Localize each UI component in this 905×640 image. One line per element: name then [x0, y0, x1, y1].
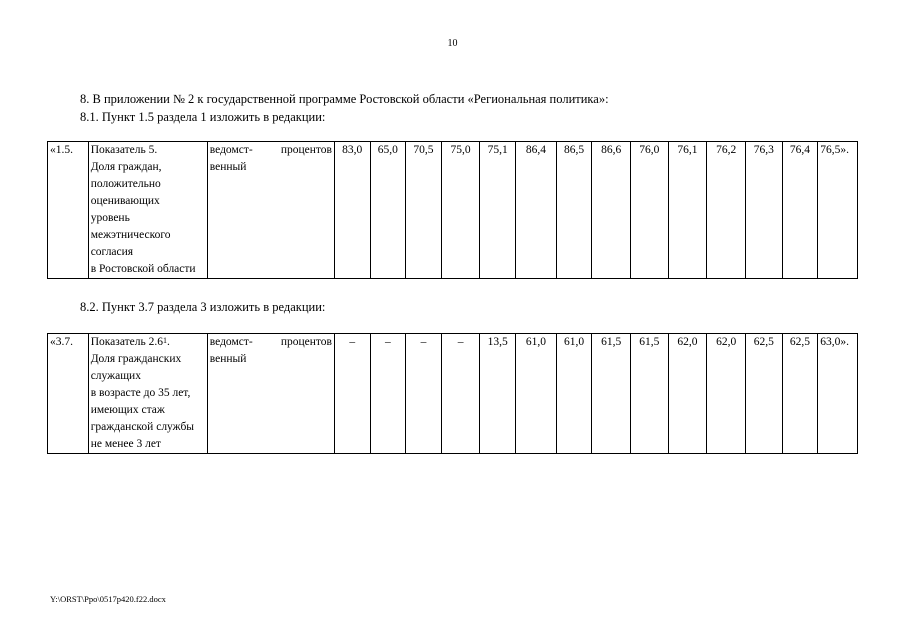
indicator-name-line: оценивающих — [90, 195, 160, 207]
indicator-name-line: Доля гражданских — [90, 353, 182, 365]
table-row — [48, 334, 858, 454]
value-cell: – — [370, 334, 406, 454]
source-and-unit — [207, 142, 334, 279]
indicator-name-line: в Ростовской области — [90, 263, 196, 275]
value-cell: 76,3 — [745, 142, 782, 279]
indicator-name-line: Показатель 5. — [90, 144, 158, 156]
indicator-name-line: служащих — [90, 370, 141, 382]
indicator-name-line: не менее 3 лет — [90, 438, 161, 450]
value-cell: 76,4 — [782, 142, 818, 279]
value-cell: 65,0 — [370, 142, 406, 279]
indicator-name-line: уровень — [90, 212, 130, 224]
source-line: венный — [209, 353, 247, 365]
file-path-footer: Y:\ORST\Ppo\0517p420.f22.docx — [50, 594, 166, 604]
indicator-title-end: . — [167, 336, 170, 348]
item-number: «3.7. — [48, 334, 89, 454]
value-cell: 62,5 — [782, 334, 818, 454]
indicator-name — [88, 142, 207, 279]
value-cell: 62,5 — [745, 334, 782, 454]
paragraph-8: 8. В приложении № 2 к государственной программе Ростовской области «Региональная политика»: — [80, 92, 609, 106]
source-line: венный — [209, 161, 247, 173]
indicator-table-2 — [47, 333, 858, 454]
value-cell: – — [441, 334, 480, 454]
value-cell: 86,6 — [592, 142, 631, 279]
value-cell: 76,2 — [707, 142, 746, 279]
table-row — [48, 142, 858, 279]
value-cell: 61,0 — [516, 334, 557, 454]
value-cell: 76,5». — [818, 142, 858, 279]
value-cell: 75,1 — [480, 142, 516, 279]
indicator-name-line: имеющих стаж — [90, 404, 165, 416]
indicator-name-line: положительно — [90, 178, 161, 190]
unit-label: процентов — [280, 144, 332, 156]
indicator-title: Показатель 2.6 — [90, 336, 163, 348]
indicator-table-1 — [47, 141, 858, 279]
item-number: «1.5. — [48, 142, 89, 279]
source-line: ведомст- — [209, 336, 253, 348]
source-and-unit — [207, 334, 334, 454]
value-cell: 83,0 — [334, 142, 370, 279]
value-cell: 63,0». — [818, 334, 858, 454]
value-cell: 61,5 — [631, 334, 669, 454]
indicator-name-line: гражданской службы — [90, 421, 195, 433]
indicator-name-line: Доля граждан, — [90, 161, 162, 173]
value-cell: 76,0 — [631, 142, 669, 279]
value-cell: 86,4 — [516, 142, 557, 279]
indicator-name-line — [91, 334, 205, 351]
value-cell: 62,0 — [707, 334, 746, 454]
paragraph-8-1: 8.1. Пункт 1.5 раздела 1 изложить в редакции: — [80, 110, 326, 124]
indicator-name-line: в возрасте до 35 лет, — [90, 387, 191, 399]
value-cell: – — [334, 334, 370, 454]
value-cell: 75,0 — [441, 142, 480, 279]
value-cell: – — [406, 334, 442, 454]
value-cell: 76,1 — [668, 142, 707, 279]
value-cell: 13,5 — [480, 334, 516, 454]
footnote-superscript: 1 — [163, 336, 167, 345]
paragraph-8-2: 8.2. Пункт 3.7 раздела 3 изложить в редакции: — [80, 300, 326, 314]
source-line: ведомст- — [209, 144, 253, 156]
value-cell: 86,5 — [556, 142, 592, 279]
indicator-name — [88, 334, 207, 454]
value-cell: 70,5 — [406, 142, 442, 279]
indicator-name-line: согласия — [90, 246, 134, 258]
unit-label: процентов — [280, 336, 332, 348]
indicator-name-line: межэтнического — [90, 229, 171, 241]
page-number: 10 — [447, 38, 458, 49]
value-cell: 61,0 — [556, 334, 592, 454]
value-cell: 62,0 — [668, 334, 707, 454]
value-cell: 61,5 — [592, 334, 631, 454]
